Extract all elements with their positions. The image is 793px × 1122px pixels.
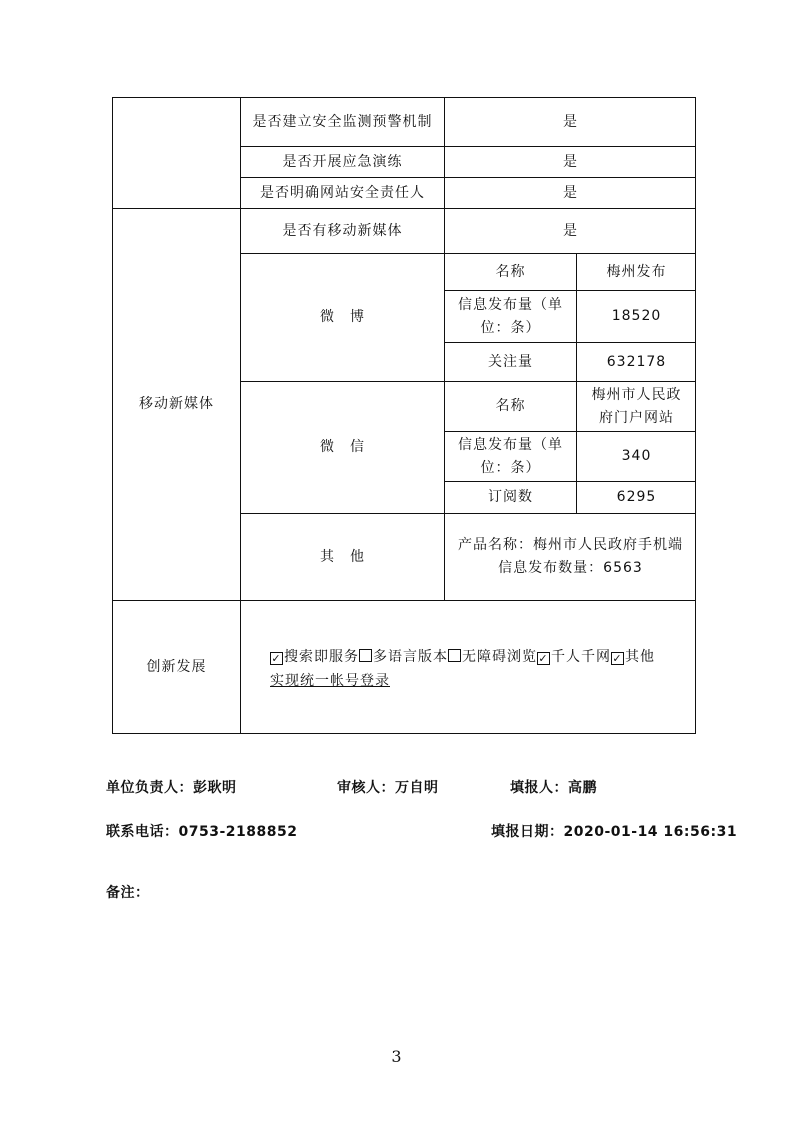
innovation-other-text: 实现统一帐号登录: [270, 673, 390, 689]
weibo-followers-label: 关注量: [488, 353, 533, 370]
remarks-label: 备注：: [106, 885, 150, 901]
wechat-posts-label: 信息发布量（单位：条）: [458, 436, 563, 476]
media-section-label: 移动新媒体: [139, 396, 214, 412]
responsible-label: 是否明确网站安全责任人: [260, 184, 425, 201]
checkbox-unchecked-icon[interactable]: [359, 649, 372, 662]
page-number: 3: [391, 1047, 402, 1066]
checkbox-checked-icon[interactable]: ✓: [538, 652, 549, 665]
monitor-label: 是否建立安全监测预警机制: [252, 113, 433, 130]
drill-value: 是: [563, 153, 578, 170]
option-label: 其他: [625, 649, 655, 665]
reviewer: 审核人：万自明: [337, 780, 439, 796]
checkbox-checked-icon[interactable]: ✓: [612, 652, 623, 665]
option-label: 搜索即服务: [284, 649, 359, 665]
fill-date: 填报日期：2020-01-14 16:56:31: [491, 824, 738, 840]
weibo-posts-value: 18520: [611, 308, 662, 324]
innovation-section-label: 创新发展: [146, 658, 207, 675]
has-media-label: 是否有移动新媒体: [282, 222, 403, 239]
option-accessibility[interactable]: [448, 649, 537, 665]
filler: 填报人：高鹏: [510, 780, 597, 796]
innovation-options: [270, 645, 690, 693]
weibo-posts-label: 信息发布量（单位：条）: [458, 296, 563, 336]
option-other[interactable]: [611, 649, 655, 665]
has-media-value: 是: [563, 222, 578, 239]
option-label: 多语言版本: [373, 649, 448, 665]
wechat-subscribers-label: 订阅数: [488, 489, 533, 505]
drill-label: 是否开展应急演练: [282, 153, 403, 170]
weibo-followers-value: 632178: [606, 353, 667, 370]
other-value: 产品名称：梅州市人民政府手机端 信息发布数量：6563: [458, 537, 704, 576]
contact-phone: 联系电话：0753-2188852: [106, 824, 298, 840]
wechat-posts-value: 340: [621, 448, 652, 464]
wechat-name-label: 名称: [495, 398, 526, 414]
checkbox-unchecked-icon[interactable]: [448, 649, 461, 662]
responsible-value: 是: [563, 184, 578, 201]
other-label: 其 他: [320, 548, 365, 565]
option-personalized[interactable]: [537, 649, 611, 665]
wechat-label: 微 信: [320, 439, 365, 455]
weibo-name-value: 梅州发布: [606, 263, 667, 280]
monitor-value: 是: [563, 113, 578, 130]
unit-head: 单位负责人：彭耿明: [106, 780, 237, 796]
option-label: 千人千网: [551, 649, 611, 665]
checkbox-checked-icon[interactable]: ✓: [271, 652, 282, 665]
wechat-subscribers-value: 6295: [616, 489, 657, 505]
option-label: 无障碍浏览: [462, 649, 537, 665]
weibo-name-label: 名称: [495, 263, 526, 280]
option-search-as-service[interactable]: [270, 649, 359, 665]
weibo-label: 微 博: [320, 309, 365, 325]
wechat-name-value: 梅州市人民政府门户网站: [591, 386, 682, 426]
option-multilingual[interactable]: [359, 649, 448, 665]
